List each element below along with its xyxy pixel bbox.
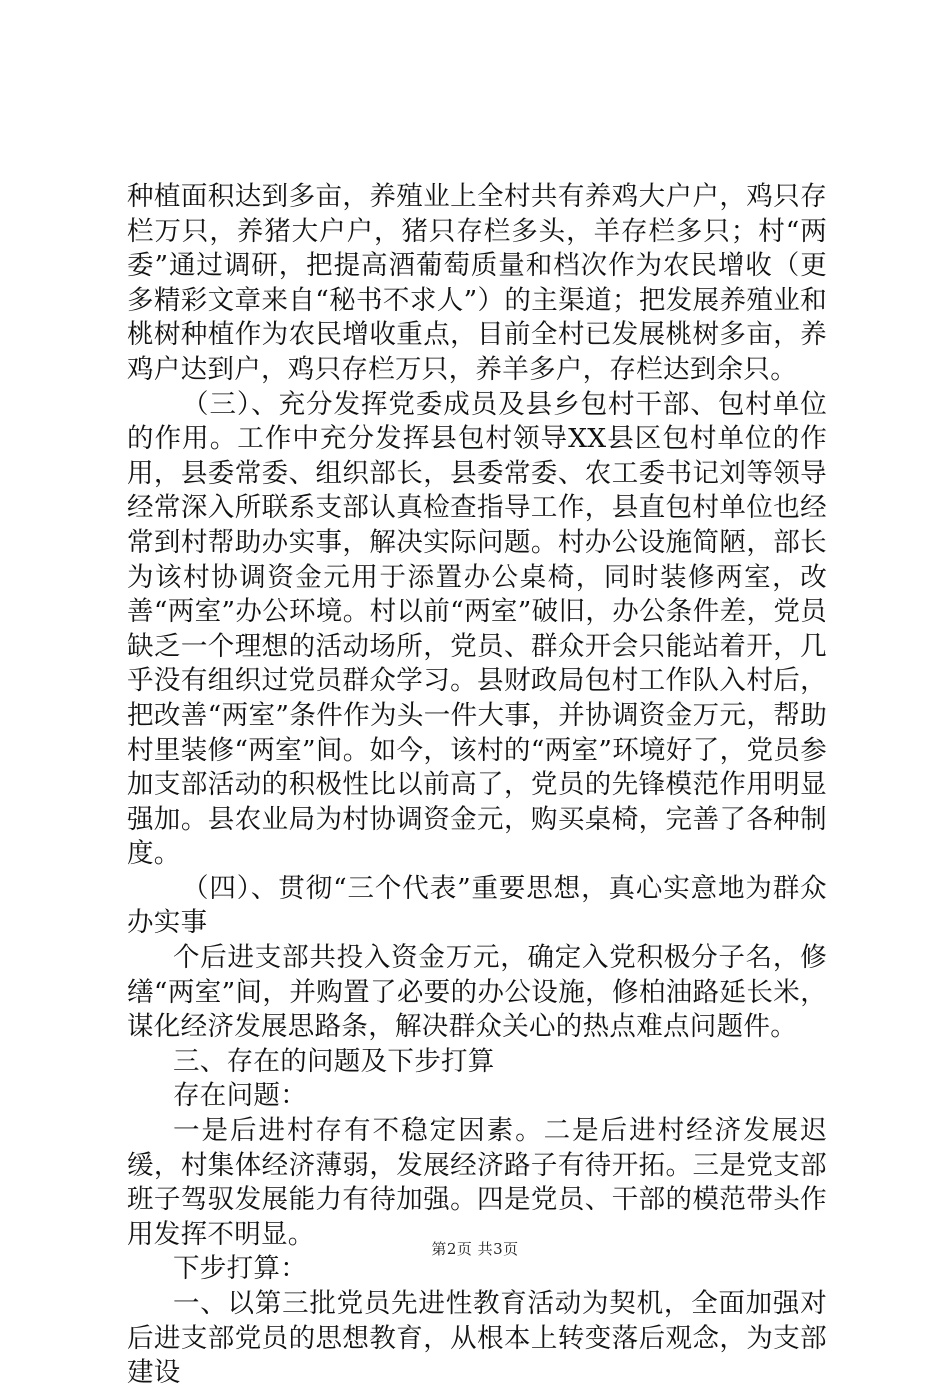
section-heading-problems: 三、存在的问题及下步打算 <box>173 1045 495 1077</box>
page-number-footer: 第2页 共3页 <box>431 1240 519 1258</box>
paragraph-livestock: 种植面积达到多亩，养殖业上全村共有养鸡大户户，鸡只存栏万只，养猪大户户，猪只存栏多头，羊存栏多只；村“两委”通过调研，把提高酒葡萄质量和档次作为农民增收（更多精彩文章来自“秘书不求人”）的主渠道；把发展养殖业和桃树种植作为农民增收重点，目前全村已发展桃树多亩，养鸡户达到户，鸡只存栏万只，养羊多户，存栏达到余只。 <box>127 181 827 385</box>
subheading-existing-problems: 存在问题： <box>173 1080 307 1112</box>
subheading-next-plan: 下步打算： <box>173 1253 307 1285</box>
paragraph-plan-one: 一、以第三批党员先进性教育活动为契机，全面加强对后进支部党员的思想教育，从根本上转变落后观念，为支部建设 <box>127 1288 827 1389</box>
paragraph-problems: 一是后进村存有不稳定因素。二是后进村经济发展迟缓，村集体经济薄弱，发展经济路子有待开拓。三是党支部班子驾驭发展能力有待加强。四是党员、干部的模范带头作用发挥不明显。 <box>127 1115 827 1250</box>
paragraph-section-four-body: 个后进支部共投入资金万元，确定入党积极分子名，修缮“两室”间，并购置了必要的办公设施，修柏油路延长米，谋化经济发展思路条，解决群众关心的热点难点问题件。 <box>127 942 827 1043</box>
paragraph-section-four-heading: （四）、贯彻“三个代表”重要思想，真心实意地为群众办实事 <box>127 872 827 939</box>
document-body <box>127 180 827 1391</box>
paragraph-section-three: （三）、充分发挥党委成员及县乡包村干部、包村单位的作用。工作中充分发挥县包村领导XX县区包村单位的作用，县委常委、组织部长，县委常委、农工委书记刘等领导经常深入所联系支部认真检查指导工作，县直包村单位也经常到村帮助办实事，解决实际问题。村办公设施简陋，部长为该村协调资金元用于添置办公桌椅，同时装修两室，改善“两室”办公环境。村以前“两室”破旧，办公条件差，党员缺乏一个理想的活动场所，党员、群众开会只能站着开，几乎没有组织过党员群众学习。县财政局包村工作队入村后，把改善“两室”条件作为头一件大事，并协调资金万元，帮助村里装修“两室”间。如今，该村的“两室”环境好了，党员参加支部活动的积极性比以前高了，党员的先锋模范作用明显强加。县农业局为村协调资金元，购买桌椅，完善了各种制度。 <box>127 388 827 870</box>
